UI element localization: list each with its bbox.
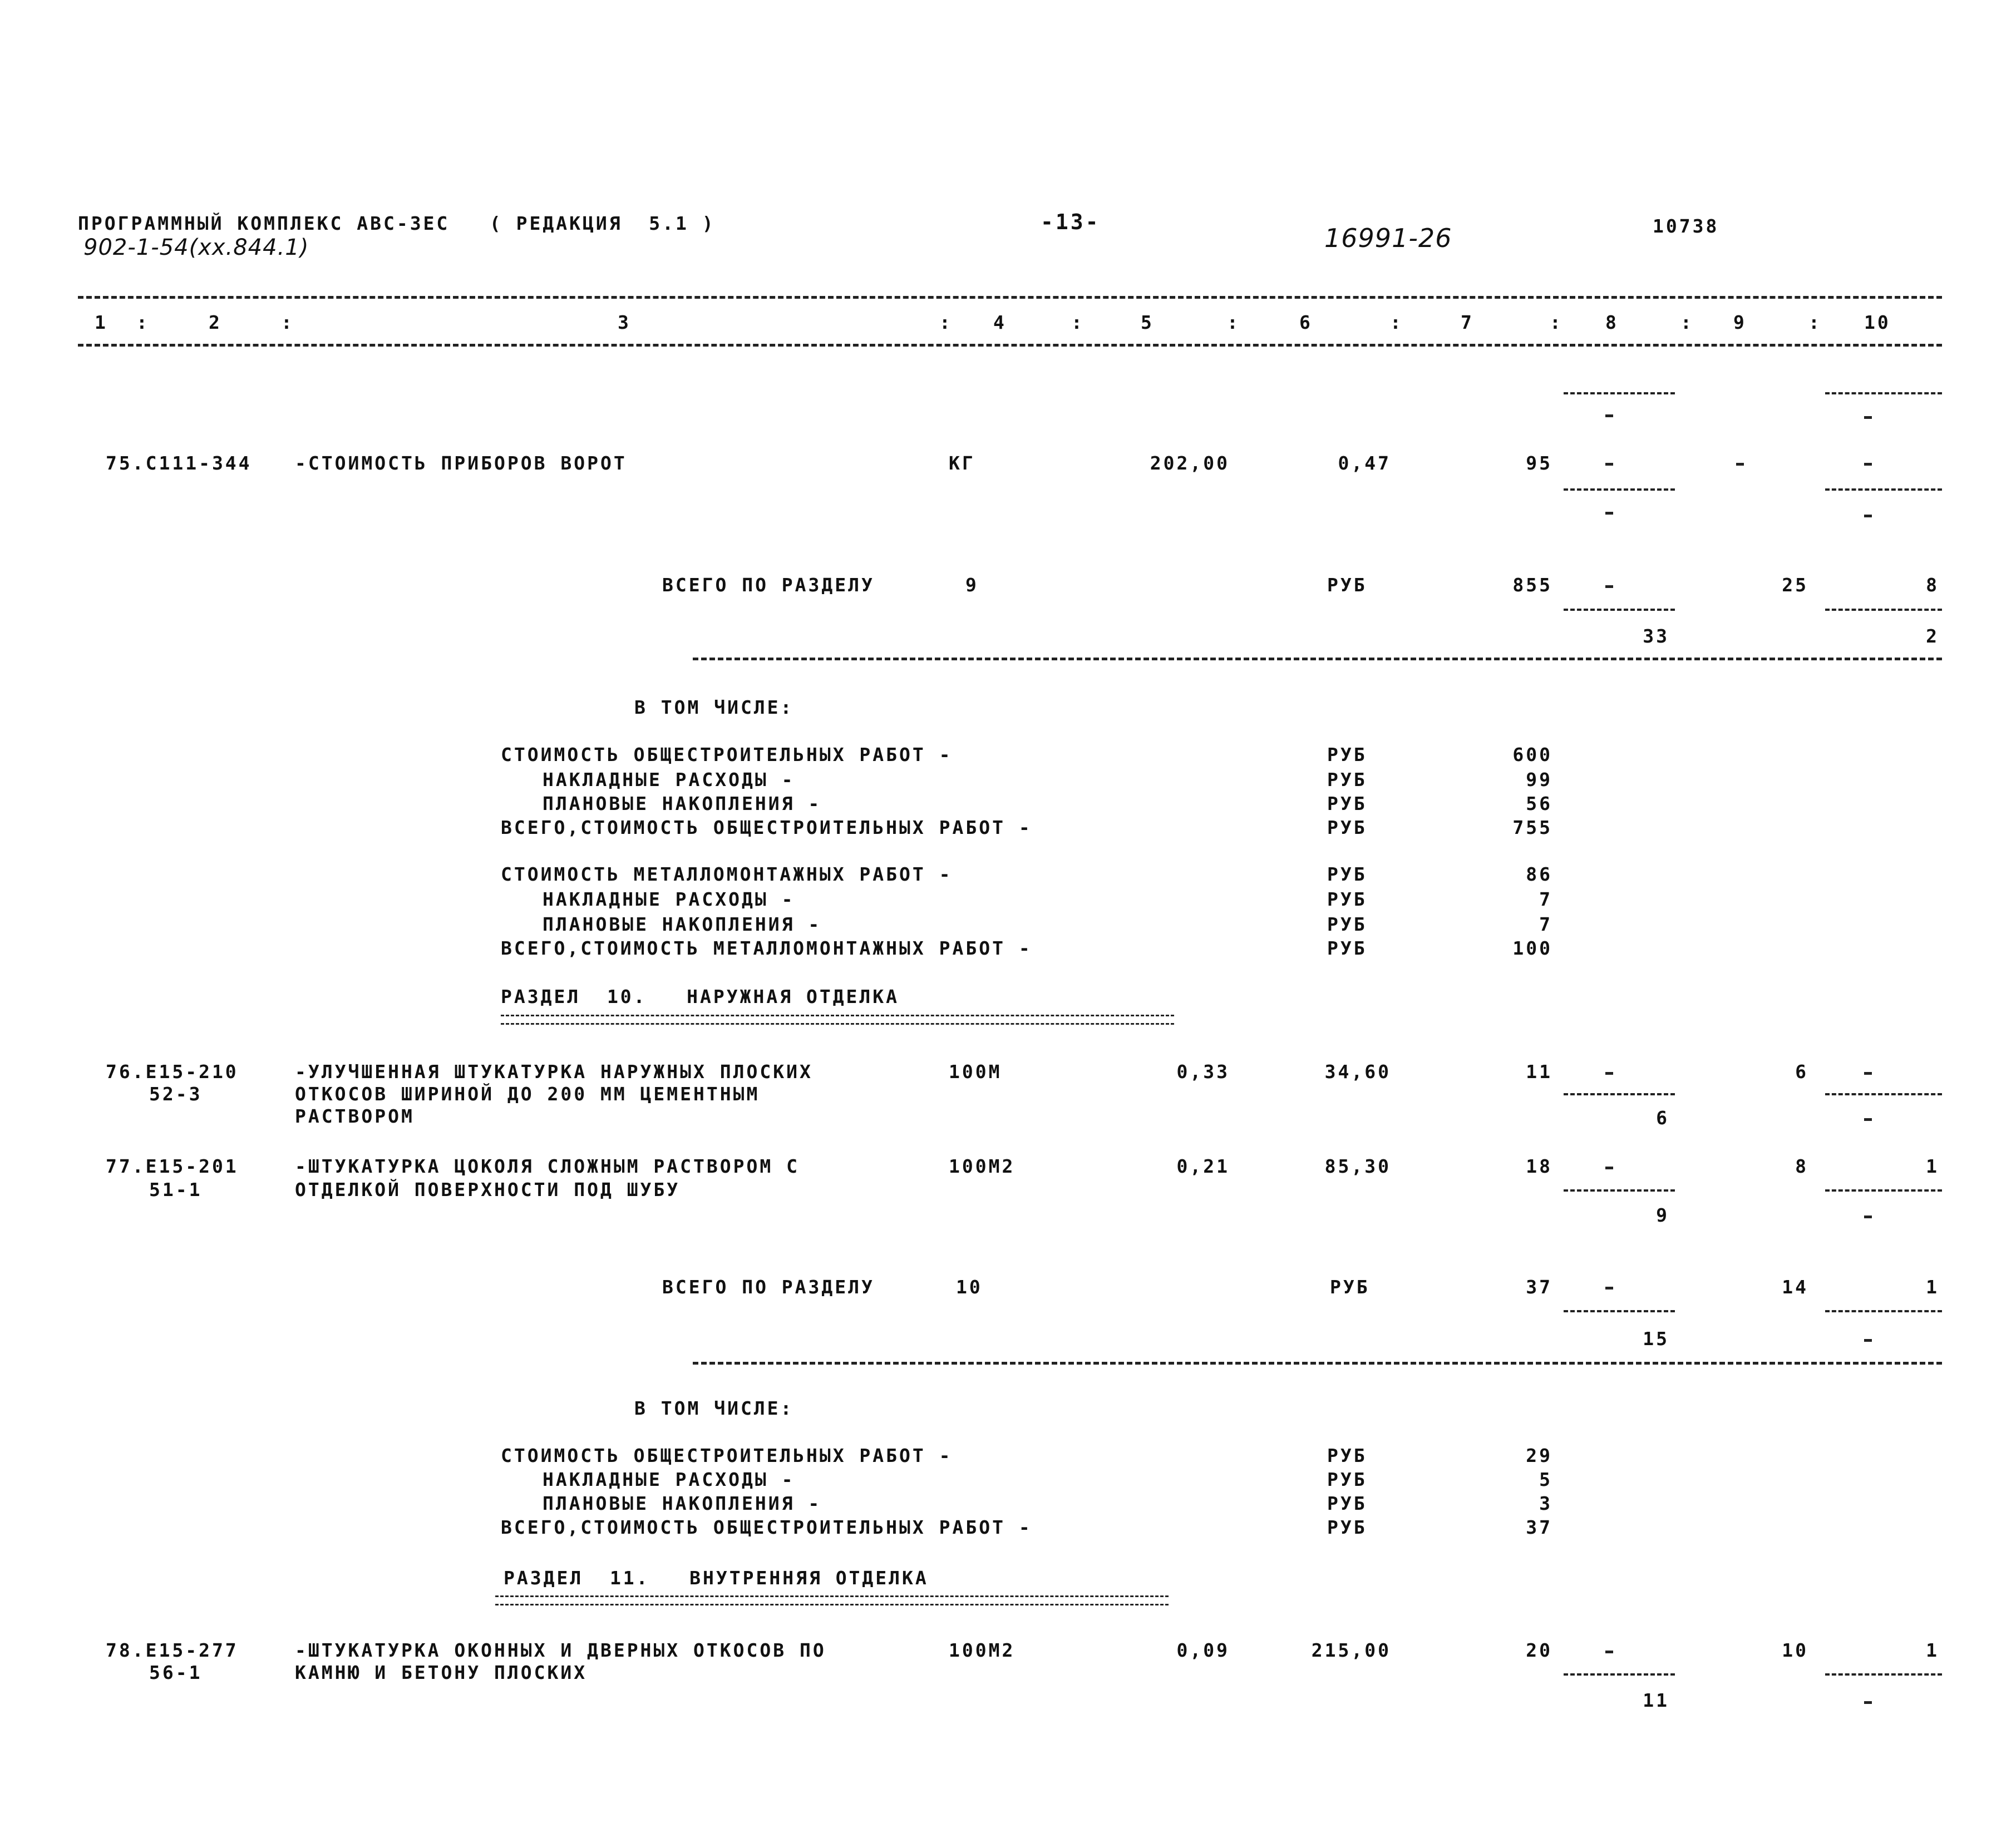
item-price: 215,00 <box>1311 1639 1391 1661</box>
col8-dash <box>1605 414 1613 417</box>
breakdown-label: НАКЛАДНЫЕ РАСХОДЫ - <box>543 769 795 790</box>
col8-dash <box>1605 1167 1613 1169</box>
breakdown-value: 3 <box>1539 1493 1552 1514</box>
including-heading: В ТОМ ЧИСЛЕ: <box>634 696 794 718</box>
col10-dash <box>1864 515 1872 517</box>
col10-dash <box>1864 416 1872 419</box>
total-label: ВСЕГО ПО РАЗДЕЛУ <box>662 1276 875 1298</box>
item-quantity: 0,09 <box>1176 1639 1230 1661</box>
total-col9: 25 <box>1782 574 1808 596</box>
breakdown-unit: РУБ <box>1327 888 1367 910</box>
col8-rule <box>1564 1673 1675 1676</box>
breakdown-value: 5 <box>1539 1469 1552 1490</box>
total-col10: 1 <box>1926 1276 1939 1298</box>
total-col8-sub: 33 <box>1643 625 1669 647</box>
item-total: 18 <box>1526 1155 1552 1177</box>
col10-rule <box>1825 1310 1942 1312</box>
col10-dash <box>1864 1216 1872 1218</box>
breakdown-value: 99 <box>1526 769 1552 790</box>
breakdown-unit: РУБ <box>1327 937 1367 959</box>
col-sep: : <box>1071 312 1085 333</box>
col10-rule <box>1825 1093 1942 1095</box>
col-7: 7 <box>1461 312 1474 333</box>
total-value: 855 <box>1512 574 1552 596</box>
total-col10-sub: 2 <box>1926 625 1939 647</box>
col8-dash <box>1605 512 1613 515</box>
item-col9: 10 <box>1782 1639 1808 1661</box>
breakdown-label: ПЛАНОВЫЕ НАКОПЛЕНИЯ - <box>543 1493 822 1514</box>
col8-rule <box>1564 1310 1675 1312</box>
col-4: 4 <box>993 312 1007 333</box>
item-code: 77.Е15-201 <box>106 1155 239 1177</box>
item-quantity: 0,33 <box>1176 1061 1230 1083</box>
col10-rule <box>1825 609 1942 611</box>
col8-rule <box>1564 392 1675 394</box>
col-sep: : <box>1680 312 1694 333</box>
col10-dash <box>1864 463 1872 466</box>
item-description: ОТДЕЛКОЙ ПОВЕРХНОСТИ ПОД ШУБУ <box>295 1179 681 1200</box>
section-title: РАЗДЕЛ 10. НАРУЖНАЯ ОТДЕЛКА <box>501 986 900 1007</box>
total-col10: 8 <box>1926 574 1939 596</box>
item-code-secondary: 56-1 <box>149 1662 203 1683</box>
col8-rule <box>1564 609 1675 611</box>
item-quantity: 202,00 <box>1150 452 1230 474</box>
item-total: 95 <box>1526 452 1552 474</box>
item-unit: 100М <box>949 1061 1002 1083</box>
col-6: 6 <box>1299 312 1313 333</box>
breakdown-unit: РУБ <box>1327 1516 1367 1538</box>
breakdown-value: 600 <box>1512 744 1552 765</box>
total-col8-sub: 15 <box>1643 1328 1669 1350</box>
total-unit: РУБ <box>1327 574 1367 596</box>
breakdown-unit: РУБ <box>1327 1493 1367 1514</box>
item-col8-sub: 9 <box>1656 1204 1669 1226</box>
col10-dash <box>1864 1072 1872 1075</box>
total-col9: 14 <box>1782 1276 1808 1298</box>
breakdown-label: СТОИМОСТЬ МЕТАЛЛОМОНТАЖНЫХ РАБОТ - <box>501 863 953 885</box>
col8-rule <box>1564 1093 1675 1095</box>
item-unit: 100М2 <box>949 1155 1016 1177</box>
breakdown-value: 86 <box>1526 863 1552 885</box>
col8-rule <box>1564 1189 1675 1192</box>
item-col10: 1 <box>1926 1639 1939 1661</box>
program-title: ПРОГРАММНЫЙ КОМПЛЕКС АВС-3ЕС ( РЕДАКЦИЯ 5.1 ) <box>78 213 716 234</box>
col-sep: : <box>1808 312 1822 333</box>
item-description: ОТКОСОВ ШИРИНОЙ ДО 200 ММ ЦЕМЕНТНЫМ <box>295 1083 760 1105</box>
breakdown-value: 7 <box>1539 888 1552 910</box>
col10-rule <box>1825 1673 1942 1676</box>
item-unit: 100М2 <box>949 1639 1016 1661</box>
item-col9: 8 <box>1795 1155 1808 1177</box>
breakdown-value: 37 <box>1526 1516 1552 1538</box>
including-heading: В ТОМ ЧИСЛЕ: <box>634 1397 794 1419</box>
breakdown-label: НАКЛАДНЫЕ РАСХОДЫ - <box>543 888 795 910</box>
total-unit: РУБ <box>1330 1276 1370 1298</box>
breakdown-unit: РУБ <box>1327 913 1367 935</box>
col10-dash <box>1864 1339 1872 1342</box>
item-code-secondary: 52-3 <box>149 1083 203 1105</box>
breakdown-unit: РУБ <box>1327 744 1367 765</box>
item-price: 34,60 <box>1324 1061 1391 1083</box>
breakdown-label: ПЛАНОВЫЕ НАКОПЛЕНИЯ - <box>543 913 822 935</box>
total-value: 37 <box>1526 1276 1552 1298</box>
breakdown-unit: РУБ <box>1327 1445 1367 1466</box>
item-col8-sub: 11 <box>1643 1689 1669 1711</box>
col-sep: : <box>939 312 953 333</box>
col8-dash <box>1605 585 1613 588</box>
section-underline <box>501 1015 1174 1025</box>
breakdown-label: ВСЕГО,СТОИМОСТЬ ОБЩЕСТРОИТЕЛЬНЫХ РАБОТ - <box>501 1516 1032 1538</box>
section-underline <box>495 1595 1169 1605</box>
item-total: 20 <box>1526 1639 1552 1661</box>
breakdown-label: НАКЛАДНЫЕ РАСХОДЫ - <box>543 1469 795 1490</box>
col10-rule <box>1825 392 1942 394</box>
item-description: РАСТВОРОМ <box>295 1105 415 1127</box>
item-code-secondary: 51-1 <box>149 1179 203 1200</box>
item-description: -СТОИМОСТЬ ПРИБОРОВ ВОРОТ <box>295 452 627 474</box>
header-rule-bottom <box>78 344 1942 347</box>
breakdown-unit: РУБ <box>1327 769 1367 790</box>
col-3: 3 <box>618 312 631 333</box>
item-description: КАМНЮ И БЕТОНУ ПЛОСКИХ <box>295 1662 588 1683</box>
item-description: -УЛУЧШЕННАЯ ШТУКАТУРКА НАРУЖНЫХ ПЛОСКИХ <box>295 1061 813 1083</box>
col-sep: : <box>1227 312 1240 333</box>
breakdown-value: 7 <box>1539 913 1552 935</box>
breakdown-value: 56 <box>1526 793 1552 814</box>
col9-dash <box>1736 463 1744 466</box>
breakdown-value: 755 <box>1512 817 1552 838</box>
col10-rule <box>1825 1189 1942 1192</box>
col-sep: : <box>136 312 150 333</box>
item-price: 0,47 <box>1338 452 1391 474</box>
total-section: 9 <box>965 574 979 596</box>
section-rule <box>693 658 1942 660</box>
breakdown-label: ПЛАНОВЫЕ НАКОПЛЕНИЯ - <box>543 793 822 814</box>
item-code: 75.С111-344 <box>106 452 252 474</box>
col-sep: : <box>281 312 294 333</box>
col-sep: : <box>1390 312 1403 333</box>
item-total: 11 <box>1526 1061 1552 1083</box>
col8-dash <box>1605 463 1613 466</box>
document-number: 16991-26 <box>1324 223 1452 253</box>
project-code: 902-1-54(хх.844.1) <box>83 235 309 260</box>
breakdown-unit: РУБ <box>1327 1469 1367 1490</box>
item-col9: 6 <box>1795 1061 1808 1083</box>
section-title: РАЗДЕЛ 11. ВНУТРЕННЯЯ ОТДЕЛКА <box>504 1567 929 1589</box>
col-5: 5 <box>1141 312 1154 333</box>
col-1: 1 <box>95 312 108 333</box>
col8-rule <box>1564 488 1675 491</box>
col-8: 8 <box>1605 312 1619 333</box>
item-quantity: 0,21 <box>1176 1155 1230 1177</box>
item-code: 78.Е15-277 <box>106 1639 239 1661</box>
item-col10: 1 <box>1926 1155 1939 1177</box>
header-rule-top <box>78 296 1942 299</box>
item-description: -ШТУКАТУРКА ОКОННЫХ И ДВЕРНЫХ ОТКОСОВ ПО <box>295 1639 826 1661</box>
col-9: 9 <box>1733 312 1747 333</box>
col8-dash <box>1605 1287 1613 1289</box>
col8-dash <box>1605 1651 1613 1653</box>
col-10: 10 <box>1864 312 1891 333</box>
breakdown-label: СТОИМОСТЬ ОБЩЕСТРОИТЕЛЬНЫХ РАБОТ - <box>501 744 953 765</box>
breakdown-value: 100 <box>1512 937 1552 959</box>
item-code: 76.Е15-210 <box>106 1061 239 1083</box>
page-number: -13- <box>1041 210 1101 234</box>
total-section: 10 <box>956 1276 983 1298</box>
breakdown-unit: РУБ <box>1327 817 1367 838</box>
breakdown-value: 29 <box>1526 1445 1552 1466</box>
col10-dash <box>1864 1118 1872 1121</box>
document-code: 10738 <box>1653 215 1719 237</box>
col8-dash <box>1605 1072 1613 1075</box>
item-price: 85,30 <box>1324 1155 1391 1177</box>
section-rule <box>693 1362 1942 1365</box>
item-unit: КГ <box>949 452 975 474</box>
breakdown-unit: РУБ <box>1327 793 1367 814</box>
breakdown-label: ВСЕГО,СТОИМОСТЬ МЕТАЛЛОМОНТАЖНЫХ РАБОТ - <box>501 937 1032 959</box>
item-col8-sub: 6 <box>1656 1107 1669 1129</box>
col10-dash <box>1864 1701 1872 1704</box>
total-label: ВСЕГО ПО РАЗДЕЛУ <box>662 574 875 596</box>
item-description: -ШТУКАТУРКА ЦОКОЛЯ СЛОЖНЫМ РАСТВОРОМ С <box>295 1155 800 1177</box>
col-sep: : <box>1550 312 1563 333</box>
breakdown-unit: РУБ <box>1327 863 1367 885</box>
col10-rule <box>1825 488 1942 491</box>
col-2: 2 <box>209 312 222 333</box>
breakdown-label: ВСЕГО,СТОИМОСТЬ ОБЩЕСТРОИТЕЛЬНЫХ РАБОТ - <box>501 817 1032 838</box>
breakdown-label: СТОИМОСТЬ ОБЩЕСТРОИТЕЛЬНЫХ РАБОТ - <box>501 1445 953 1466</box>
